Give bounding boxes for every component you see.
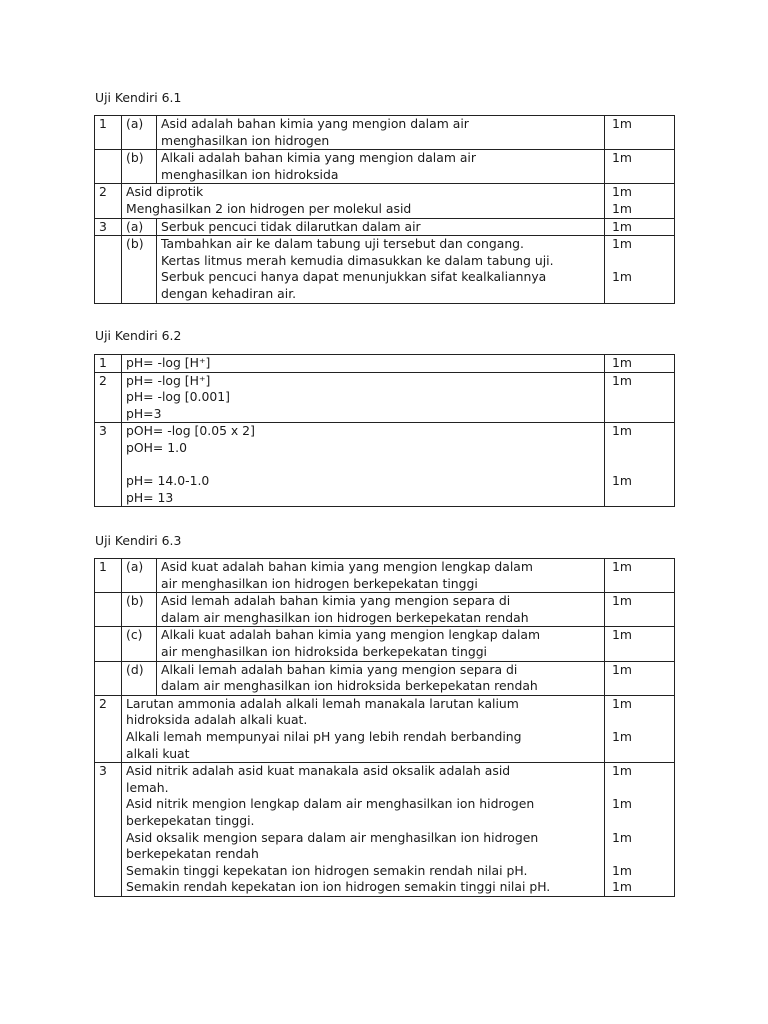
sub-question-label: (a) [122, 218, 157, 236]
mark-value [612, 678, 670, 695]
table-row [95, 355, 675, 373]
mark-value: 1m [612, 355, 632, 370]
mark-value: 1m [612, 116, 632, 131]
sub-question-label: (d) [122, 661, 157, 695]
answer-text [122, 355, 605, 373]
mark-cell [605, 116, 675, 150]
answer-line: Alkali lemah mempunyai nilai pH yang lebih rendah berbanding [126, 728, 522, 744]
mark-cell [605, 559, 675, 593]
table-row [95, 695, 675, 762]
sub-question-label: (a) [122, 116, 157, 150]
answer-text [157, 116, 605, 150]
mark-cell [605, 150, 675, 184]
mark-cell [605, 695, 675, 762]
mark-value: 1m [612, 559, 632, 574]
mark-value: 1m [612, 763, 632, 779]
question-number: 2 [95, 695, 122, 762]
mark-cell [605, 661, 675, 695]
section-title: Uji Kendiri 6.2 [95, 328, 182, 343]
answer-line: pH= -log [0.001] [126, 389, 230, 405]
sub-question-label: (a) [122, 559, 157, 593]
table-row [95, 218, 675, 236]
mark-value: 1m [612, 423, 632, 439]
answer-line: dengan kehadiran air. [161, 285, 297, 301]
mark-cell [605, 218, 675, 236]
answer-text [157, 661, 605, 695]
mark-cell [605, 184, 675, 218]
answer-line: Serbuk pencuci hanya dapat menunjukkan sifat kealkaliannya [161, 269, 547, 285]
mark-value: 1m [612, 236, 632, 252]
answer-line: Asid kuat adalah bahan kimia yang mengion lengkap dalam [161, 559, 533, 574]
mark-cell [605, 372, 675, 423]
mark-value [612, 846, 670, 863]
answer-line: berkepekatan tinggi. [126, 812, 255, 828]
question-number [95, 236, 122, 303]
answer-text [157, 218, 605, 236]
question-number [95, 150, 122, 184]
mark-value [612, 490, 670, 507]
table-row [95, 763, 675, 897]
table-row [95, 423, 675, 507]
sub-question-label: (c) [122, 627, 157, 661]
mark-value [612, 253, 670, 270]
mark-value: 1m [612, 829, 632, 845]
mark-value: 1m [612, 200, 632, 216]
table-row [95, 661, 675, 695]
mark-value: 1m [612, 661, 632, 677]
answer-line: Alkali lemah adalah bahan kimia yang mengion separa di [161, 661, 518, 677]
mark-value: 1m [612, 150, 632, 166]
question-number: 3 [95, 218, 122, 236]
mark-value: 1m [612, 184, 632, 200]
question-number [95, 661, 122, 695]
answer-line: dalam air menghasilkan ion hidroksida berkepekatan rendah [161, 678, 538, 694]
answer-line: Kertas litmus merah kemudia dimasukkan ke dalam tabung uji. [161, 252, 554, 268]
answer-line: Alkali kuat adalah bahan kimia yang mengion lengkap dalam [161, 627, 541, 643]
mark-value [612, 286, 670, 303]
table-row [95, 627, 675, 661]
mark-value: 1m [612, 879, 632, 895]
answer-text [122, 372, 605, 423]
mark-value [612, 576, 670, 593]
section-title: Uji Kendiri 6.1 [95, 90, 182, 105]
mark-value: 1m [612, 627, 632, 643]
answer-text [122, 763, 605, 897]
section-title: Uji Kendiri 6.3 [95, 533, 182, 548]
answer-line: pH=3 [126, 405, 162, 421]
mark-value [612, 813, 670, 830]
sub-question-label: (b) [122, 236, 157, 303]
mark-value [612, 712, 670, 729]
answer-line: pH= 13 [126, 489, 174, 505]
answer-text [157, 627, 605, 661]
answer-line: Asid oksalik mengion separa dalam air menghasilkan ion hidrogen [126, 829, 539, 845]
answer-line: berkepekatan rendah [126, 846, 259, 862]
answer-line: Asid diprotik [126, 184, 204, 200]
question-number: 2 [95, 184, 122, 218]
mark-value [612, 457, 670, 474]
answer-text [122, 423, 605, 507]
table-row [95, 593, 675, 627]
mark-value [612, 644, 670, 661]
mark-value [612, 389, 670, 406]
answer-line: pH= -log [H⁺] [126, 355, 211, 370]
mark-value: 1m [612, 372, 632, 388]
answer-text [122, 184, 605, 218]
mark-value [612, 133, 670, 150]
mark-cell [605, 593, 675, 627]
answer-line: alkali kuat [126, 745, 190, 761]
table-row [95, 150, 675, 184]
mark-value: 1m [612, 269, 632, 285]
answer-line: Asid adalah bahan kimia yang mengion dalam air [161, 116, 469, 131]
answer-table [94, 558, 675, 897]
sub-question-label: (b) [122, 593, 157, 627]
answer-line: Menghasilkan 2 ion hidrogen per molekul asid [126, 200, 412, 216]
table-row [95, 236, 675, 303]
mark-value [612, 610, 670, 627]
mark-cell [605, 355, 675, 373]
answer-table [94, 115, 675, 304]
sub-question-label: (b) [122, 150, 157, 184]
mark-value [612, 780, 670, 797]
answer-line: Serbuk pencuci tidak dilarutkan dalam air [161, 218, 421, 234]
table-row [95, 372, 675, 423]
answer-line: Asid lemah adalah bahan kimia yang mengion separa di [161, 593, 511, 609]
question-number: 1 [95, 559, 122, 593]
answer-line: Semakin rendah kepekatan ion ion hidrogen semakin tinggi nilai pH. [126, 879, 551, 895]
mark-value: 1m [612, 593, 632, 609]
answer-text [157, 150, 605, 184]
answer-text [157, 236, 605, 303]
answer-line: lemah. [126, 779, 169, 795]
mark-value [612, 406, 670, 423]
mark-value [612, 746, 670, 763]
mark-cell [605, 627, 675, 661]
answer-line: pOH= -log [0.05 x 2] [126, 423, 255, 439]
answer-text [157, 593, 605, 627]
mark-cell [605, 423, 675, 507]
answer-line: menghasilkan ion hidroksida [161, 166, 339, 182]
mark-value: 1m [612, 218, 632, 234]
answer-line: menghasilkan ion hidrogen [161, 132, 330, 148]
question-number [95, 593, 122, 627]
mark-cell [605, 236, 675, 303]
mark-value: 1m [612, 796, 632, 812]
table-row [95, 116, 675, 150]
mark-value [612, 167, 670, 184]
answer-line: Asid nitrik mengion lengkap dalam air menghasilkan ion hidrogen [126, 796, 535, 812]
mark-value: 1m [612, 695, 632, 711]
question-number [95, 627, 122, 661]
answer-line: pOH= 1.0 [126, 439, 187, 455]
answer-text [122, 695, 605, 762]
mark-value: 1m [612, 728, 632, 744]
answer-line: Semakin tinggi kepekatan ion hidrogen semakin rendah nilai pH. [126, 862, 528, 878]
answer-line: Asid nitrik adalah asid kuat manakala asid oksalik adalah asid [126, 763, 511, 779]
question-number: 1 [95, 116, 122, 150]
answer-line: air menghasilkan ion hidroksida berkepekatan tinggi [161, 643, 488, 659]
question-number: 1 [95, 355, 122, 373]
answer-text [157, 559, 605, 593]
question-number: 2 [95, 372, 122, 423]
answer-line: Tambahkan air ke dalam tabung uji tersebut dan congang. [161, 236, 524, 252]
answer-line: Alkali adalah bahan kimia yang mengion dalam air [161, 150, 476, 166]
answer-table [94, 354, 675, 507]
question-number: 3 [95, 423, 122, 507]
mark-cell [605, 763, 675, 897]
mark-value [612, 440, 670, 457]
answer-line: Larutan ammonia adalah alkali lemah manakala larutan kalium [126, 695, 519, 711]
table-row [95, 559, 675, 593]
answer-line: pH= -log [H⁺] [126, 372, 211, 388]
answer-line: air menghasilkan ion hidrogen berkepekatan tinggi [161, 575, 478, 591]
answer-line [126, 457, 600, 474]
answer-line: dalam air menghasilkan ion hidrogen berkepekatan rendah [161, 609, 529, 625]
mark-value: 1m [612, 862, 632, 878]
answer-line: pH= 14.0-1.0 [126, 473, 210, 489]
mark-value: 1m [612, 473, 632, 489]
question-number: 3 [95, 763, 122, 897]
answer-line: hidroksida adalah alkali kuat. [126, 712, 308, 728]
table-row [95, 184, 675, 218]
